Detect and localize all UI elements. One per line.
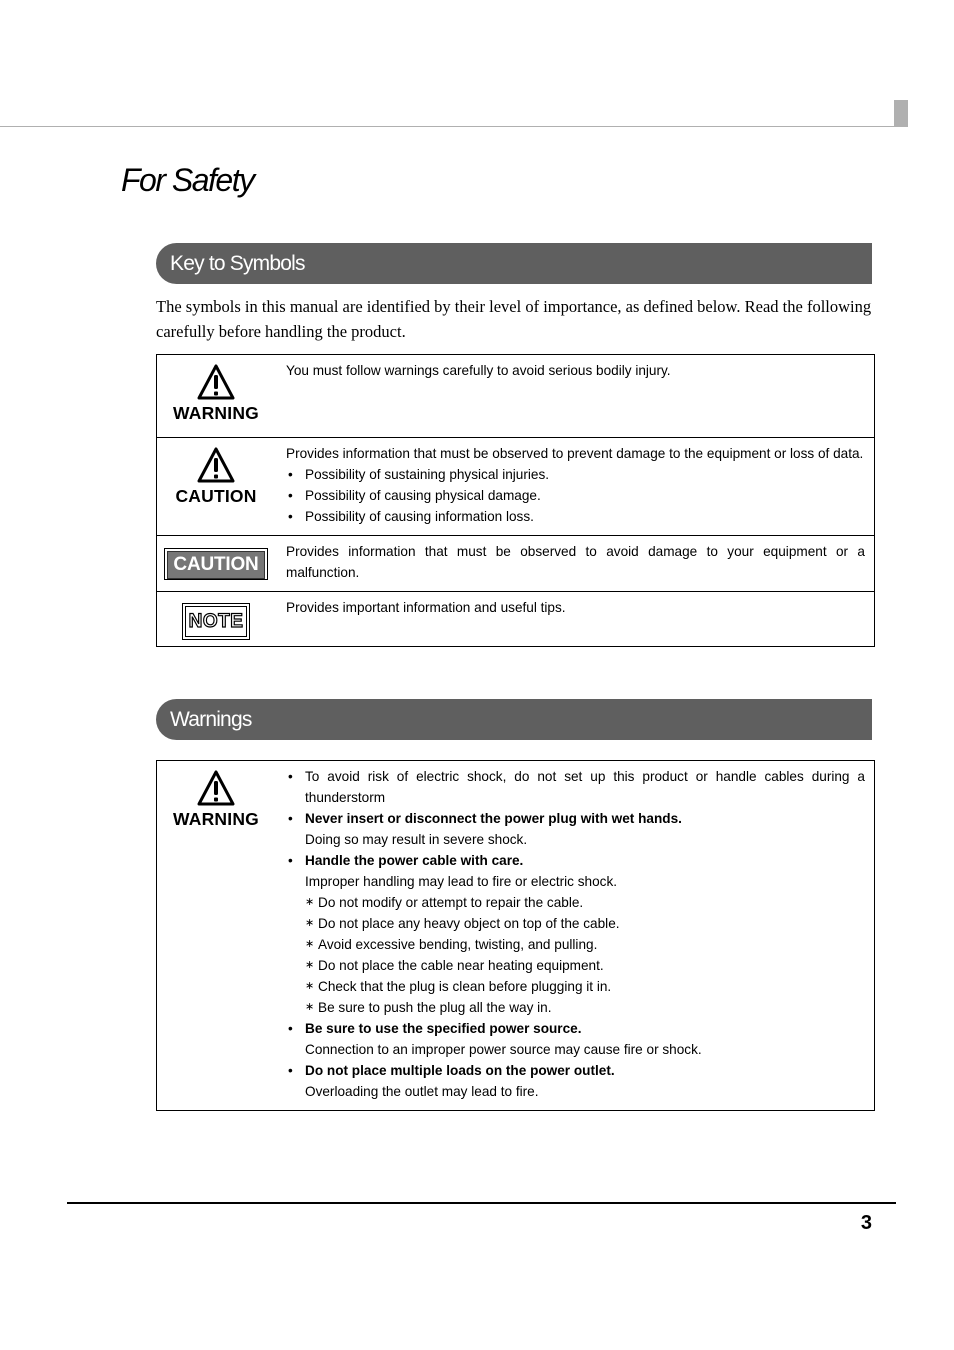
sub-list-item: ∗ Do not place any heavy object on top of the cable.	[305, 913, 865, 934]
list-item: • To avoid risk of electric shock, do not set up this product or handle cables during a thunderstorm	[286, 766, 865, 808]
warning-label: WARNING	[173, 403, 259, 423]
warnings-row	[157, 761, 875, 1111]
list-item: • Do not place multiple loads on the power outlet. Overloading the outlet may lead to fire.	[286, 1060, 865, 1102]
warnings-list	[286, 766, 865, 1102]
sub-list-item: ∗ Check that the plug is clean before plugging it in.	[305, 976, 865, 997]
note-badge-label: NOTE	[185, 606, 247, 637]
caution-list	[286, 464, 865, 527]
section-heading-warnings: Warnings	[156, 699, 872, 740]
list-item: • Possibility of sustaining physical injuries.	[286, 464, 865, 485]
warning-triangle-icon	[196, 769, 236, 807]
intro-paragraph: The symbols in this manual are identified by their level of importance, as defined below. Read the following carefully before handling the product.	[156, 297, 872, 341]
sub-list-item: ∗ Do not modify or attempt to repair the cable.	[305, 892, 865, 913]
caution-description: Provides information that must be observed to prevent damage to the equipment or loss of data.	[286, 446, 864, 461]
header-tab-marker	[894, 100, 908, 127]
caution-label: CAUTION	[175, 486, 257, 506]
header-rule	[0, 126, 908, 127]
caution-badge-description: Provides information that must be observed to avoid damage to your equipment or a malfunction.	[275, 536, 875, 592]
symbol-row-note	[157, 592, 875, 647]
symbols-table	[156, 354, 875, 647]
symbol-row-caution-badge	[157, 536, 875, 592]
warnings-icon-label: WARNING	[173, 809, 259, 829]
list-item: • Handle the power cable with care. Improper handling may lead to fire or electric shock. ∗ Do not modify or attempt to repair the cable. ∗ Do not place any heavy object on top of the cable. ∗ Avoid excessive bending, twisting, and pulling. ∗ Do not place the cable near heating equipment. ∗ Check that the plug is clean before plugging it in. ∗ Be sure to push the plug all the way in.	[286, 850, 865, 1018]
symbol-row-caution	[157, 438, 875, 536]
page-title: For Safety	[121, 162, 254, 198]
caution-badge-icon	[164, 548, 268, 580]
symbol-row-warning	[157, 355, 875, 438]
caution-triangle-icon	[196, 446, 236, 484]
list-item: • Possibility of causing information loss.	[286, 506, 865, 527]
note-description: Provides important information and useful tips.	[275, 592, 875, 647]
sub-list-item: ∗ Do not place the cable near heating equipment.	[305, 955, 865, 976]
sub-list-item: ∗ Be sure to push the plug all the way in.	[305, 997, 865, 1018]
footer-rule	[67, 1202, 896, 1204]
note-badge-icon	[182, 603, 250, 640]
warnings-table	[156, 760, 875, 1111]
list-item: • Possibility of causing physical damage.	[286, 485, 865, 506]
section-heading-key-to-symbols: Key to Symbols	[156, 243, 872, 284]
warning-triangle-icon	[196, 363, 236, 401]
page-number: 3	[860, 1212, 872, 1234]
warning-description: You must follow warnings carefully to avoid serious bodily injury.	[275, 355, 875, 438]
sub-list-item: ∗ Avoid excessive bending, twisting, and pulling.	[305, 934, 865, 955]
list-item: • Be sure to use the specified power source. Connection to an improper power source may cause fire or shock.	[286, 1018, 865, 1060]
caution-badge-label: CAUTION	[167, 551, 265, 579]
list-item: • Never insert or disconnect the power plug with wet hands. Doing so may result in severe shock.	[286, 808, 865, 850]
